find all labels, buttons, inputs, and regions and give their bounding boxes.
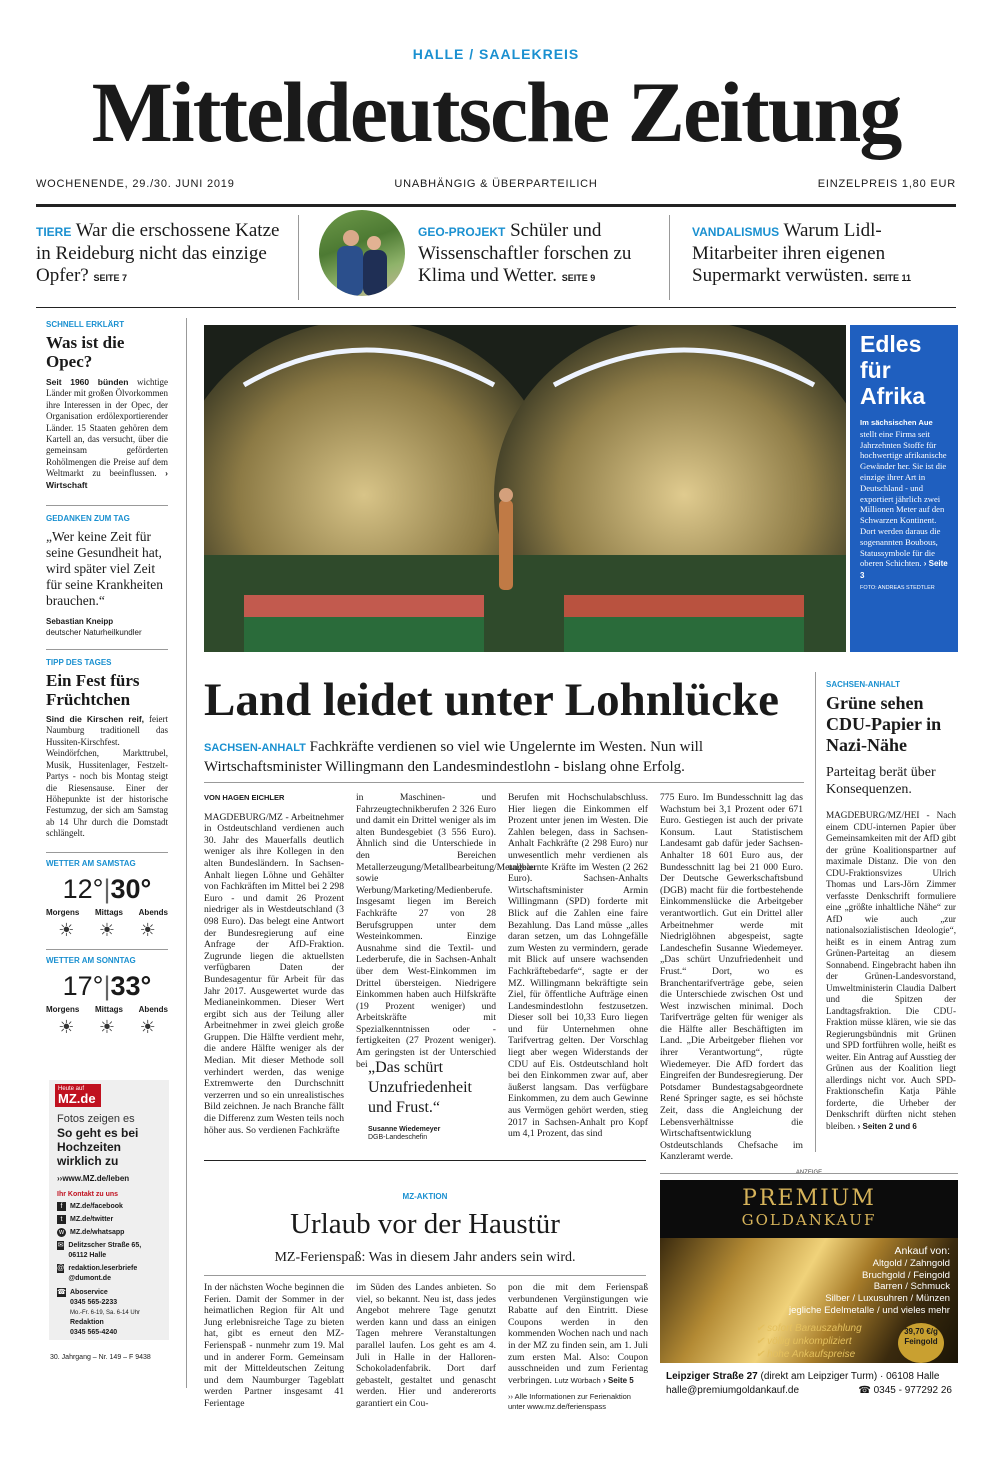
lead-col2: in Maschinen- und Fahrzeugtechnikberufen 2 326 Euro und damit ein Drittel weniger als im alten Bundesgebiet (3 556 Euro). Ähnlich sind die Unterschiede in den Bereichen Metallerzeugung/Metallbearbeitung/Metallbau sowie Werbung/Marketing/Medienberufe. Insgesamt liegen im Bereich Fachkräfte 27 von 28 Berufsgruppen unter dem Westeinkommen. Einzige Ausnahme sind die Textil- und Lederberufe, die in Sachsen-Anhalt über dem West-Einkommen im Drittel übersteigen. Niedrigere Einkommen haben auch Hilfskräfte (19 Prozent weniger) und Arbeitskräfte mit Spezialkenntnissen oder -fertigkeiten (27 Prozent weniger). Am geringsten ist der Unterschied bei [356, 792, 536, 1070]
issue-date: WOCHENENDE, 29./30. JUNI 2019 [36, 178, 235, 190]
teaser-vandalismus[interactable] [692, 220, 954, 289]
quote-text: „Das schürt Unzufriedenheit und Frust.“ [368, 1059, 472, 1116]
facebook-icon: f [57, 1202, 66, 1211]
cdu-headline: Grüne sehen CDU-Papier in Nazi-Nähe [826, 693, 942, 755]
mz-badge: Heute auf MZ.de [55, 1084, 101, 1107]
sun-icon: ☀ [98, 1016, 116, 1037]
teaser-text: Warum Lidl-Mitarbeiter ihren eigenen Supermarkt verwüsten. [692, 220, 886, 286]
sun-icon: ☀ [98, 919, 116, 940]
twitter-icon: t [57, 1215, 66, 1224]
sun-icon: ☀ [139, 919, 156, 940]
urlaub-info[interactable]: ›› Alle Informationen zur Ferienaktion unter www.mz.de/ferienspass [508, 1392, 631, 1411]
price: EINZELPREIS 1,80 EUR [817, 178, 956, 190]
ad-checks: ✔ sofort Barauszahlung ✔ völlig unkompliziert ✔ hohe Ankaufspreise [756, 1323, 862, 1360]
gold-ad[interactable] [660, 1180, 958, 1408]
sun-icon: ☀ [58, 1016, 75, 1037]
tip-title: Ein Fest fürs Früchtchen [46, 671, 140, 710]
photo-box-title: Edles für Afrika [860, 331, 926, 409]
price-badge: 39,70 €/g Feingold [898, 1323, 944, 1363]
check-icon: ✔ [756, 1349, 768, 1360]
thought-quote: „Wer keine Zeit für seine Gesundheit hat, wird später viel Zeit für seine Krankheiten brauchen.“ [46, 529, 163, 609]
lead-col1: VON HAGEN EICHLER MAGDEBURG/MZ - Arbeitnehmer in Ostdeutschland verdienen auch 30. Jahr des Mauerfalls deutlich weniger als ihre Kollegen in den alten Bundesländern. In Sachsen-Anhalt liegen Löhne und Gehälter von Fachkräften im Mittel bei 2 298 Euro - und damit 26 Prozent niedriger als in Westdeutschland (3 098 Euro). Das belegt eine Antwort der Bundesregierung auf eine Anfrage der AfD-Fraktion. Zugrunde liegen die aktuellsten verfügbaren Daten der Bundesagentur für Arbeit für das Jahr 2017. Ausgewertet wurde das Medianeinkommen. Dieser Wert ergibt sich aus der Teilung aller Arbeitnehmer in zwei gleich große Gruppen. Die Hälfte verdient mehr, die andere Hälfte weniger als der Median. Mit dieser Methode soll verhindert werden, das wenige Extremwerte den Durchschnitt verzerren und so ein unrealistisches Bild zeichnen. Je nach Branche fällt die Differenz zum Westen teils noch höher aus. So verdienen Fachkräfte [204, 793, 344, 1136]
teaser-page: SEITE 7 [93, 273, 128, 283]
weather-sat-labels: Morgens Mittags Abends [46, 907, 168, 917]
quote-role: DGB-Landeschefin [368, 1134, 428, 1141]
header-rule [36, 204, 956, 207]
urlaub-col1: In der nächsten Woche beginnen die Ferien. Damit der Sommer in der heimatlichen Region für Alt und Jung erlebnisreiche Tage zu bieten hat, gibt es erneut den MZ-Ferienspaß - nunmehr zum 19. Mal und in anderer Form. Gemeinsam mit der Mitteldeutschen Zeitung und dem Naumburger Tageblatt werden Partner insgesamt 41 Ferientage [204, 1282, 344, 1409]
quote-author: Susanne Wiedemeyer [368, 1126, 441, 1133]
ad-brand-2: GOLDANKAUF [741, 1211, 877, 1229]
whatsapp-icon: w [58, 1229, 65, 1236]
lead-col3: Berufen mit Hochschulabschluss. Hier liegen die Einkommen elf Prozent unter jenen im Westen. Die Zahlen belegen, dass in Sachsen-Anhalt Fachkräfte (2 298 Euro) nur unwesentlich mehr verdienen als ungelernte Kräfte im Westen (2 262 Euro). Sachsen-Anhalts Wirtschaftsminister Armin Willingmann (SPD) forderte mit Blick auf die Zahlen eine faire Bezahlung. Das Land müsse „alles daran setzen, um das Lohngefälle zum Westen zu vermindern, gerade mit Blick auf unsere wachsenden Fachkräftebedarfe“, sagte er der MZ. Willingmann bekräftigte sein Ziel, für öffentliche Aufträge einen Landesmindestlohn festzusetzen. Dieser soll bei 10,33 Euro liegen und für Unternehmen ohne Tarifvertrag gelten. Der Vorschlag liegt aber wegen Widerstands der CDU auf Eis. Ostdeutschland holt bei den Einkommen zwar auf, aber äußerst langsam. Das verfügbare Einkommen, zu dem auch Gewinne aus Vermögen gehört werden, stieg 2017 in Sachsen-Anhalt pro Kopf um 4,1 Prozent, das sind [508, 792, 648, 1140]
lower-rule [204, 1160, 646, 1161]
mz-box[interactable] [49, 1080, 169, 1340]
cdu-kicker: SACHSEN-ANHALT [826, 680, 901, 689]
weather-sat-icons [46, 921, 168, 939]
masthead: Mitteldeutsche Zeitung [91, 64, 901, 160]
tip-text: Sind die Kirschen reif, feiert Naumburg traditionell das Hussiten-Kirschfest. Weindörfchen, Markttrubel, Musik, Hussitenlager, Festzelt-Partys - noch bis Montag steigt die Riesensause. Einer der Höhepunkte ist der historische Festumzug, der sich am Samstag ab 14 Uhr durch die Domstadt schlängelt. [46, 714, 169, 839]
urlaub-col2: im Süden des Landes anbieten. So viel, so bekannt. Neu ist, dass jedes Angebot mehrere Tage genutzt werden kann und dass an einigen Tagen mehrere Veranstaltungen parallel laufen. Los geht es am 4. Juli in Halle in der Halloren-Schokoladenfabrik. Dort darf gebastelt, gestaltet und genascht werden. Hier und andererorts garantiert ein Cou- [356, 1282, 496, 1409]
urlaub-subhead: MZ-Ferienspaß: Was in diesem Jahr anders sein wird. [274, 1250, 576, 1265]
cdu-divider [815, 672, 816, 1152]
tip-kicker: TIPP DES TAGES [46, 658, 112, 668]
teaser-divider [669, 215, 670, 300]
thought-role: deutscher Naturheilkundler [46, 628, 142, 638]
weather-sun-temps: 17°|33° [62, 970, 152, 1001]
lead-subhead: SACHSEN-ANHALT Fachkräfte verdienen so viel wie Ungelernte im Westen. Nun will Wirtschaftsminister Willingmann den Landesmindestlohn - bislang ohne Erfolg. [204, 739, 704, 775]
teaser-rule [36, 307, 956, 308]
phone-icon: ☎ [57, 1289, 66, 1296]
ad-address: Leipziger Straße 27 (direkt am Leipziger Turm) · 06108 Halle [666, 1371, 940, 1382]
urlaub-rule [204, 1275, 646, 1276]
region-label: HALLE / SAALEKREIS [412, 46, 580, 62]
ad-label-rule [660, 1173, 958, 1174]
photo-box[interactable] [850, 325, 958, 652]
weather-sun-labels: Morgens Mittags Abends [46, 1004, 168, 1014]
teaser-page: SEITE 11 [872, 273, 912, 283]
explain-kicker: SCHNELL ERKLÄRT [46, 320, 125, 329]
byline: VON HAGEN EICHLER [204, 793, 285, 802]
ad-brand-1: PREMIUM [742, 1186, 876, 1211]
mz-url[interactable]: ››www.MZ.de/leben [57, 1174, 130, 1183]
lead-headline[interactable]: Land leidet unter Lohnlücke [204, 674, 779, 726]
mz-contact-head: Ihr Kontakt zu uns [57, 1191, 119, 1198]
ad-contact: halle@premiumgoldankauf.de ☎ 0345 - 977292 26 [666, 1385, 952, 1396]
sun-icon: ☀ [139, 1016, 156, 1037]
thought-kicker: GEDANKEN ZUM TAG [46, 514, 130, 524]
thought-author: Sebastian Kneipp [46, 617, 114, 627]
teaser-kicker: TIERE [36, 225, 72, 239]
mail-icon: ✉ [57, 1242, 64, 1249]
sidebar-divider [186, 318, 187, 1388]
loom-photo [204, 325, 846, 652]
weather-sun-icons [46, 1018, 168, 1036]
weather-sat-temps: 12°|30° [62, 873, 152, 904]
cdu-subhead: Parteitag berät über Konsequenzen. [826, 765, 936, 797]
lead-subhead-rule [204, 782, 804, 783]
urlaub-headline[interactable]: Urlaub vor der Haustür [290, 1208, 560, 1240]
motto: UNABHÄNGIG & ÜBERPARTEILICH [394, 178, 598, 190]
lead-col4: 775 Euro. Im Bundesschnitt lag das Wachstum bei 3,1 Prozent oder 671 Euro. Gestiegen ist auch der private Konsum. Laut Statistischem Landesamt gab dafür jeder Sachsen-Anhalter 18 601 Euro aus, der Bundesschnitt lag bei 21 000 Euro. Der Deutsche Gewerkschaftsbund (DGB) macht für die fortbestehende Einkommenslücke die Arbeitgeber verantwortlich. Gut ein Drittel aller Arbeitnehmer werde mit Niedriglöhnen abgespeist, sagte Landeschefin Susanne Wiedemeyer. „Das schürt Unzufriedenheit und Frust.“ Dort, wo es Branchentarifverträge gebe, seien die Unterschiede zwischen Ost und West inzwischen minimal. Doch Tarifverträge gelten für weniger als die Hälfte aller Beschäftigten im Land. „Die Arbeitgeber fliehen vor ihrer Verantwortung“, rügte Wiedemeyer. Die AfD fordert das Eingreifen der Bundesregierung. Der Potsdamer Bundestagsabgeordnete René Springer sagte, es sei höchste Zeit, dass die Angleichung der Lebensverhältnisse die Wirtschaftsentwicklung Ostdeutschlands Chefsache im Kanzleramt werde. [660, 792, 803, 1163]
weather-sat-kicker: WETTER AM SAMSTAG [46, 858, 136, 868]
cdu-story[interactable] [826, 680, 956, 1132]
teaser-divider [298, 215, 299, 300]
cdu-text: MAGDEBURG/MZ/HEI - Nach einem CDU-internen Papier über Gemeinsamkeiten mit der AfD gibt der grüne Koalitionspartner auf maximale Distanz. Die von den CDU-Fraktionsvizes Ulrich Thomas und Lars-Jörn Zimmer verfasste Denkschrift formuliere eine „größte inhaltliche Nähe“ zur AfD wie auch „zur nationalsozialistischen Ideologie“, heißt es in einem Antrag zum Grünen-Parteitag an diesem Sonnabend. Eingebracht haben ihn der Grünen-Landesvorstand, Umweltministerin Claudia Dalbert und die Spitzen der Landtagsfraktion. Die CDU-Fraktion müsse klären, wie sie das Regierungsbündnis mit Grünen und SPD fortführen wolle, heißt es weiter. Ein Antrag auf Ausstieg der Grünen aus der Koalition liegt allerdings nicht vor. Auch SPD-Fraktionschefin Katja Pähle forderte, die Urheber der Denkschrift dürften nicht stehen bleiben. › Seiten 2 und 6 [826, 810, 956, 1131]
urlaub-kicker: MZ-AKTION [402, 1192, 448, 1201]
issue-number: 30. Jahrgang – Nr. 149 – F 9438 [50, 1354, 151, 1361]
urlaub-col3: pon die mit dem Ferienspaß verbundenen Vergünstigungen wie Rabatte auf den Eintritt. Diese Coupons werden in den kommenden Wochen nach und nach in der MZ zu finden sein, am 1. Juli zum ersten Mal. Also: Coupon ausschneiden und zum Ferientag verbringen. Lutz Würbach › Seite 5 ›› Alle Informationen zur Ferienaktion unter www.mz.de/ferienspass [508, 1282, 648, 1411]
check-icon: ✔ [756, 1323, 768, 1334]
at-icon: @ [57, 1265, 65, 1272]
teaser-geo[interactable] [418, 220, 658, 289]
teaser-tiere[interactable] [36, 220, 291, 289]
photo-credit: FOTO: ANDREAS STEDTLER [860, 584, 935, 591]
check-icon: ✔ [756, 1336, 768, 1347]
teaser-text: War die erschossene Katze in Reideburg nicht das einzige Opfer? [36, 220, 280, 286]
explain-title: Was ist die Opec? [46, 333, 125, 371]
explain-text: Seit 1960 bünden wichtige Länder mit großen Ölvorkommen ihre Interessen in der Opec, der Organisation erdölexportierender Länder. 15 Staaten gehören dem Kartell an, das versucht, über die gemeinsam geförderten Rohölmengen die Preise auf dem Weltmarkt zu beeinflussen. › Wirtschaft [46, 377, 169, 490]
lead-photo [204, 325, 846, 652]
sidebar [46, 320, 168, 1036]
teaser-photo [319, 210, 405, 296]
teaser-kicker: GEO-PROJEKT [418, 225, 506, 239]
mz-line2: So geht es bei Hochzeiten wirklich zu [57, 1126, 139, 1168]
mz-contacts: f MZ.de/facebook t MZ.de/twitter w MZ.de/whatsapp ✉ Delitzscher Straße 65, 06112 Halle @ redaktion.leserbriefe @dumont.de ☎ Aboservice 0345 565-2233 Mo.-Fr. 6-19, Sa. 6-14 Uhr Redaktion 0345 565-4240 [57, 1203, 142, 1336]
mz-line1: Fotos zeigen es [57, 1113, 135, 1125]
teaser-kicker: VANDALISMUS [692, 225, 780, 239]
teaser-page: SEITE 9 [561, 273, 596, 283]
ad-buy-list: Ankauf von: Altgold / Zahngold Bruchgold / Feingold Barren / Schmuck Silber / Luxusuhren / Münzen jegliche Edelmetalle / und vieles mehr [788, 1245, 950, 1316]
teaser-text: Schüler und Wissenschaftler forschen zu Klima und Wetter. [418, 220, 632, 286]
weather-sun-kicker: WETTER AM SONNTAG [46, 955, 136, 965]
sun-icon: ☀ [58, 919, 75, 940]
lead-quote [368, 1058, 492, 1141]
photo-box-text: Im sächsischen Aue stellt eine Firma seit Jahrzehnten Stoffe für hochwertige afrikanische Gewänder her. Sie ist die einzige ihrer Art in Deutschland - und exportiert jährlich zwei Millionen Meter auf den Schwarzen Kontinent. Dort werden daraus die sogenannten Boubous, Statussymbole für die oberen Schichten. › Seite 3 [860, 418, 948, 581]
